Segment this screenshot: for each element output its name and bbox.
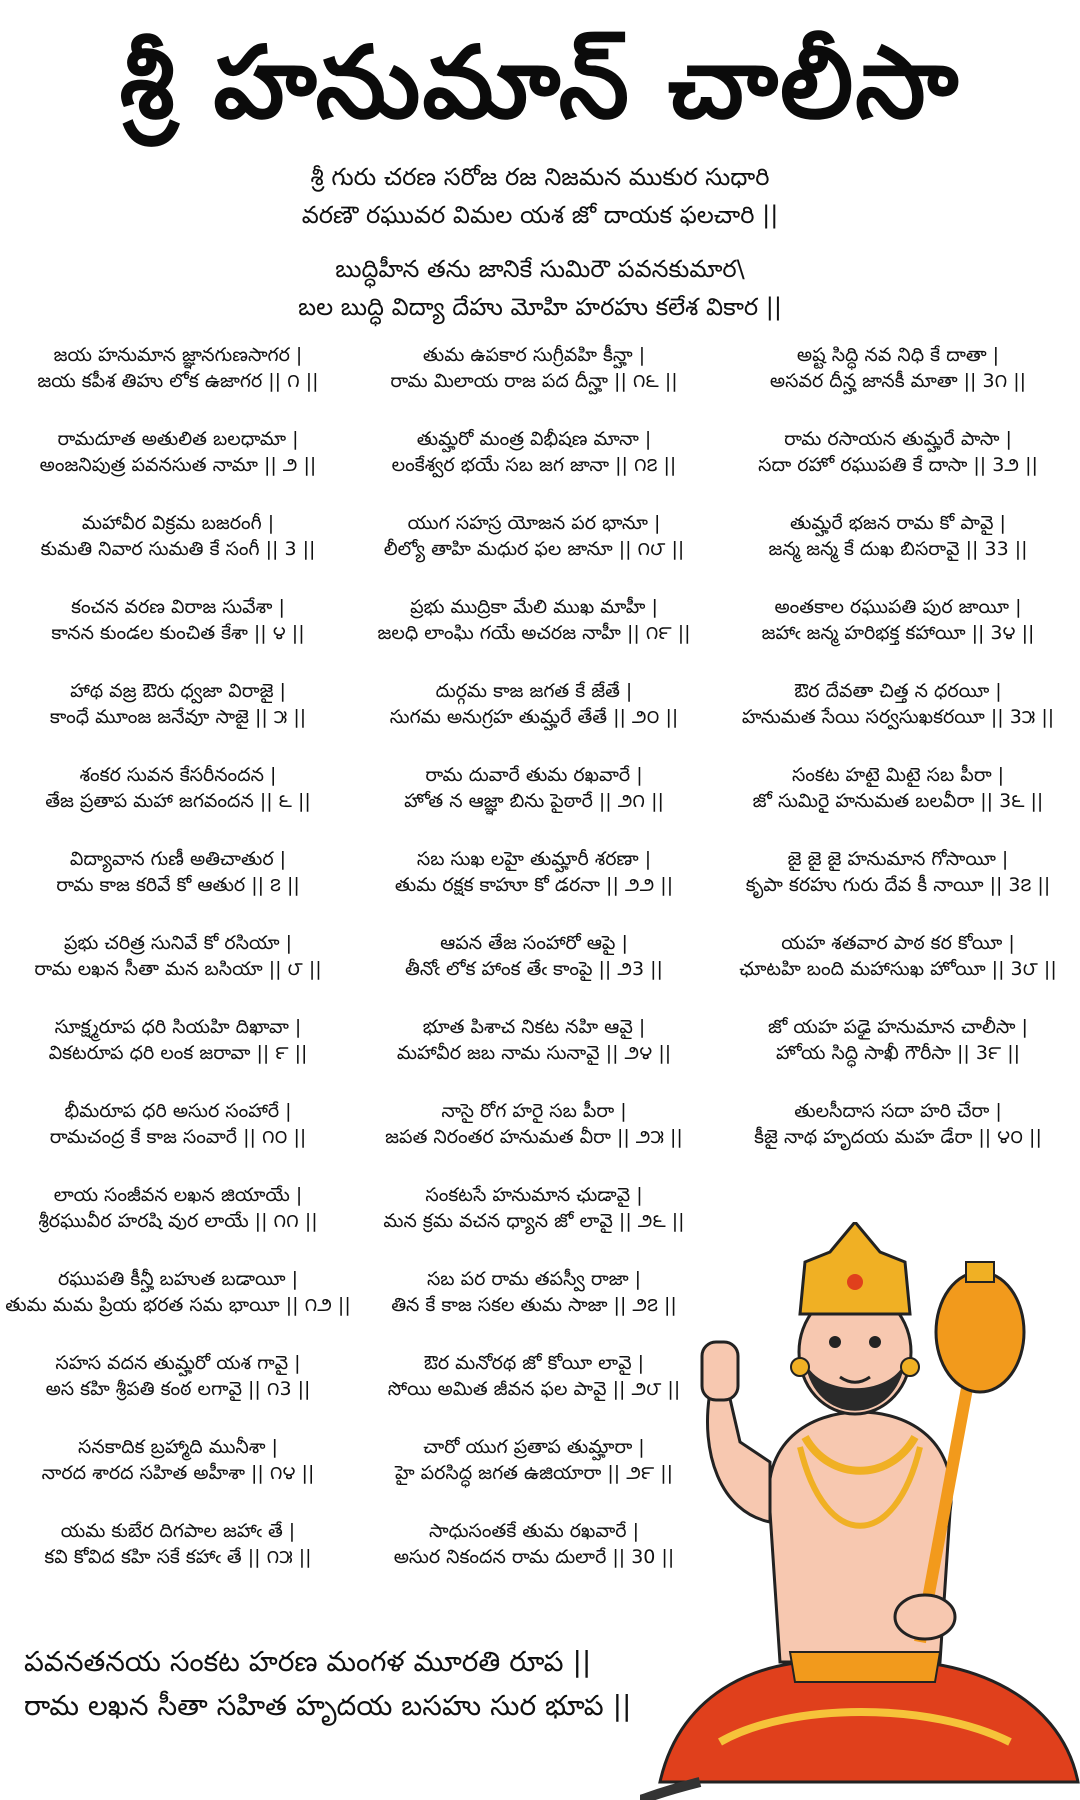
verse-line-1: తుమ్హరో మంత్ర విభీషణ మానా |	[416, 428, 652, 450]
closing-line-1: పవనతనయ సంకట హరణ మంగళ మూరతి రూప ||	[24, 1645, 592, 1678]
verse-line-1: సూక్ష్మరూప ధరి సియహి దిఖావా |	[54, 1016, 302, 1038]
verse-line-2: హోత న ఆజ్ఞా బిను పైఠారే || ౨౧ ||	[404, 790, 664, 812]
mace-head-shape	[936, 1272, 1024, 1392]
verse-line-1: సహస వదన తుమ్హరో యశ గావై |	[55, 1352, 301, 1374]
verse-line-1: తులసీదాస సదా హరి చేరా |	[794, 1100, 1002, 1122]
verse-line-1: జయ హనుమాన జ్ఞానగుణసాగర |	[53, 344, 303, 366]
verse-line-1: సాధుసంతకే తుమ రఖవారే |	[428, 1520, 640, 1542]
verse	[0, 678, 364, 762]
verse-line-1: రామదూత అతులిత బలధామా |	[57, 428, 299, 450]
verse	[0, 846, 364, 930]
verse-line-2: ఛూటహి బంది మహాసుఖ హోయీ || 3౮ ||	[739, 958, 1057, 980]
verse-line-2: రామచంద్ర కే కాజ సంవారే || ౧౦ ||	[49, 1126, 307, 1148]
chaupai-column-1	[0, 342, 364, 1602]
verse-line-1: హాథ వజ్ర ఔరు ధ్వజా విరాజై |	[70, 680, 286, 702]
verse-line-1: చారో యుగ ప్రతాప తుమ్హారా |	[423, 1436, 645, 1458]
verse-line-2: జలధి లాంఘి గయే అచరజ నాహీ || ౧౯ ||	[377, 622, 691, 644]
verse-line-2: తుమ మమ ప్రియ భరత సమ భాయీ || ౧౨ ||	[5, 1294, 351, 1316]
verse-line-1: సనకాదిక బ్రహ్మాది మునీశా |	[78, 1436, 278, 1458]
verse-line-2: అంజనిపుత్ర పవనసుత నామా || ౨ ||	[39, 454, 317, 476]
verse-line-1: భూత పిశాచ నికట నహి ఆవై |	[422, 1016, 646, 1038]
doha-2-line-1: బుద్ధిహీన తను జానికే సుమిరౌ పవనకుమార\	[335, 255, 745, 283]
verse-line-1: జో యహ పఢై హనుమాన చాలీసా |	[768, 1016, 1028, 1038]
verse	[0, 426, 364, 510]
verse	[0, 594, 364, 678]
verse-line-2: నారద శారద సహిత అహీశా || ౧౪ ||	[41, 1462, 315, 1484]
doha-1	[0, 158, 1080, 234]
verse-line-2: రామ మిలాయ రాజ పద దీన్హా || ౧౬ ||	[390, 370, 678, 392]
verse	[712, 930, 1080, 1014]
verse-line-2: జో సుమిరై హనుమత బలవీరా || 3౬ ||	[752, 790, 1044, 812]
doha-2	[0, 250, 1080, 326]
page-title: శ్రీ హనుమాన్ చాలీసా	[119, 24, 961, 141]
verse-line-2: జన్మ జన్మ కే దుఖ బిసరావై || 33 ||	[768, 538, 1028, 560]
verse	[348, 762, 720, 846]
verse-line-1: జై జై జై హనుమాన గోసాయీ |	[787, 848, 1009, 870]
verse-line-1: సంకటసే హనుమాన ఛుడావై |	[425, 1184, 643, 1206]
verse	[712, 1014, 1080, 1098]
verse	[712, 594, 1080, 678]
verse	[0, 762, 364, 846]
doha-1-line-1: శ్రీ గురు చరణ సరోజ రజ నిజమన ముకుర సుధారి	[310, 163, 770, 191]
verse	[348, 930, 720, 1014]
verse-line-1: రామ దువారే తుమ రఖవారే |	[425, 764, 643, 786]
verse	[712, 678, 1080, 762]
verse-line-1: శంకర సువన కేసరీనందన |	[79, 764, 277, 786]
verse-line-2: మహావీర జబ నామ సునావై || ౨౪ ||	[396, 1042, 672, 1064]
verse	[348, 1098, 720, 1182]
verse-line-1: యుగ సహస్ర యోజన పర భానూ |	[407, 512, 661, 534]
verse-line-1: లాయ సంజీవన లఖన జియాయే |	[53, 1184, 303, 1206]
verse	[712, 762, 1080, 846]
verse-line-1: భీమరూప ధరి అసుర సంహారే |	[64, 1100, 292, 1122]
verse-line-2: కానన కుండల కుంచిత కేశా || ౪ ||	[51, 622, 305, 644]
verse-line-2: కుమతి నివార సుమతి కే సంగీ || 3 ||	[40, 538, 316, 560]
verse-line-2: లంకేశ్వర భయే సబ జగ జానా || ౧౭ ||	[391, 454, 677, 476]
verse	[0, 1266, 364, 1350]
verse-line-2: తేజ ప్రతాప మహా జగవందన || ౬ ||	[45, 790, 311, 812]
verse	[348, 594, 720, 678]
verse-line-2: కృపా కరహు గురు దేవ కీ నాయీ || 3౭ ||	[745, 874, 1051, 896]
verse-line-2: హోయ సిద్ధి సాఖీ గౌరీసా || 3౯ ||	[775, 1042, 1021, 1064]
verse-line-1: ప్రభు ముద్రికా మేలి ముఖ మాహీ |	[410, 596, 658, 618]
verse	[0, 510, 364, 594]
verse-line-2: జహాఁ జన్మ హరిభక్త కహాయీ || 3౪ ||	[761, 622, 1035, 644]
verse	[348, 678, 720, 762]
verse-line-2: రామ లఖన సీతా మన బసియా || ౮ ||	[34, 958, 322, 980]
verse-line-2: సోయి అమిత జీవన ఫల పావై || ౨౮ ||	[387, 1378, 681, 1400]
verse	[0, 930, 364, 1014]
verse-line-2: అసవర దీన్హ జానకీ మాతా || 3౧ ||	[769, 370, 1027, 392]
verse-line-1: తుమ ఉపకార సుగ్రీవహి కీన్హా |	[422, 344, 646, 366]
verse-line-1: విద్యావాన గుణీ అతిచాతుర |	[69, 848, 287, 870]
verse-line-1: అష్ట సిద్ధి నవ నిధి కే దాతా |	[796, 344, 1000, 366]
verse	[0, 1434, 364, 1518]
verse-line-2: తిన కే కాజ సకల తుమ సాజా || ౨౭ ||	[391, 1294, 677, 1316]
verse-line-1: ఆపన తేజ సంహారో ఆపై |	[440, 932, 628, 954]
doha-2-line-2: బల బుద్ధి విద్యా దేహు మోహి హరహు కలేశ వికార ||	[298, 293, 782, 321]
tail-shape	[640, 1782, 700, 1800]
doha-1-line-2: వరణౌ రఘువర విమల యశ జో దాయక ఫలచారి ||	[301, 201, 779, 229]
verse	[348, 342, 720, 426]
verse	[712, 510, 1080, 594]
closing-doha	[24, 1640, 631, 1728]
verse-line-1: కంచన వరణ విరాజ సువేశా |	[71, 596, 285, 618]
verse	[0, 1182, 364, 1266]
raised-hand-shape	[708, 1390, 771, 1522]
verse-line-1: దుర్గమ కాజ జగత కే జేతే |	[435, 680, 633, 702]
verse-line-2: శ్రీరఘువీర హరషి వుర లాయే || ౧౧ ||	[38, 1210, 318, 1232]
verse-line-2: కీజై నాథ హృదయ మహ డేరా || ౪౦ ||	[754, 1126, 1042, 1148]
chaupai-column-3	[712, 342, 1080, 1182]
verse-line-1: తుమ్హరే భజన రామ కో పావై |	[790, 512, 1006, 534]
verse-line-1: నాసై రోగ హరై సబ పీరా |	[441, 1100, 627, 1122]
verse	[0, 1350, 364, 1434]
verse	[0, 1014, 364, 1098]
verse	[348, 510, 720, 594]
verse	[712, 342, 1080, 426]
verse-line-1: సబ పర రామ తపస్వీ రాజా |	[426, 1268, 642, 1290]
verse	[712, 846, 1080, 930]
verse-line-2: రామ కాజ కరివే కో ఆతుర || ౭ ||	[56, 874, 300, 896]
verse-line-2: తీనోఁ లోక హాంక తేఁ కాంపై || ౨3 ||	[405, 958, 663, 980]
verse	[348, 1014, 720, 1098]
crown-shape	[800, 1222, 910, 1314]
verse	[712, 1098, 1080, 1182]
verse-line-1: ప్రభు చరిత్ర సునివే కో రసియా |	[64, 932, 292, 954]
verse-line-1: రామ రసాయన తుమ్హరే పాసా |	[784, 428, 1012, 450]
verse-line-1: రఘుపతి కీన్హీ బహుత బడాయీ |	[58, 1268, 298, 1290]
verse	[348, 846, 720, 930]
verse-line-2: హనుమత సేయి సర్వసుఖకరయీ || 3౫ ||	[741, 706, 1055, 728]
verse-line-1: సబ సుఖ లహై తుమ్హారీ శరణా |	[416, 848, 652, 870]
verse-line-2: అసుర నికందన రామ దులారే || 30 ||	[393, 1546, 675, 1568]
verse-line-2: జయ కపీశ తిహు లోక ఉజాగర || ౧ ||	[37, 370, 319, 392]
verse-line-1: సంకట హటై మిటై సబ పీరా |	[791, 764, 1005, 786]
verse-line-2: అస కహి శ్రీపతి కంఠ లగావై || ౧3 ||	[45, 1378, 311, 1400]
verse-line-2: కవి కోవిద కహి సకే కహాఁ తే || ౧౫ ||	[44, 1546, 312, 1568]
verse-line-2: హై పరసిద్ధ జగత ఉజియారా || ౨౯ ||	[394, 1462, 674, 1484]
verse	[712, 426, 1080, 510]
verse-line-2: జపత నిరంతర హనుమత వీరా || ౨౫ ||	[385, 1126, 683, 1148]
verse	[348, 426, 720, 510]
verse-line-2: తుమ రక్షక కాహూ కో డరనా || ౨౨ ||	[394, 874, 674, 896]
verse-line-2: మన క్రమ వచన ధ్యాన జో లావై || ౨౬ ||	[383, 1210, 685, 1232]
verse-line-1: ఔర దేవతా చిత్త న ధరయీ |	[794, 680, 1002, 702]
closing-line-2: రామ లఖన సీతా సహిత హృదయ బసహు సుర భూప ||	[24, 1689, 632, 1722]
verse-line-2: సదా రహో రఘుపతి కే దాసా || 3౨ ||	[758, 454, 1038, 476]
verse-line-2: వికటరూప ధరి లంక జరావా || ౯ ||	[48, 1042, 308, 1064]
verse-line-2: సుగమ అనుగ్రహ తుమ్హరే తేతే || ౨౦ ||	[389, 706, 679, 728]
verse	[0, 342, 364, 426]
verse-line-1: యమ కుబేర దిగపాల జహాఁ తే |	[60, 1520, 296, 1542]
hanuman-illustration	[640, 1222, 1080, 1800]
verse-line-1: యహ శతవార పాఠ కర కోయీ |	[781, 932, 1015, 954]
verse	[0, 1518, 364, 1602]
verse-line-2: కాంధే మూంజ జనేవూ సాజై || ౫ ||	[49, 706, 307, 728]
verse-line-1: ఔర మనోరథ జో కోయీ లావై |	[423, 1352, 645, 1374]
verse-line-2: లీల్యో తాహి మధుర ఫల జానూ || ౧౮ ||	[383, 538, 685, 560]
verse	[0, 1098, 364, 1182]
verse-line-1: మహావీర విక్రమ బజరంగీ |	[81, 512, 275, 534]
verse-line-1: అంతకాల రఘుపతి పుర జాయీ |	[774, 596, 1022, 618]
